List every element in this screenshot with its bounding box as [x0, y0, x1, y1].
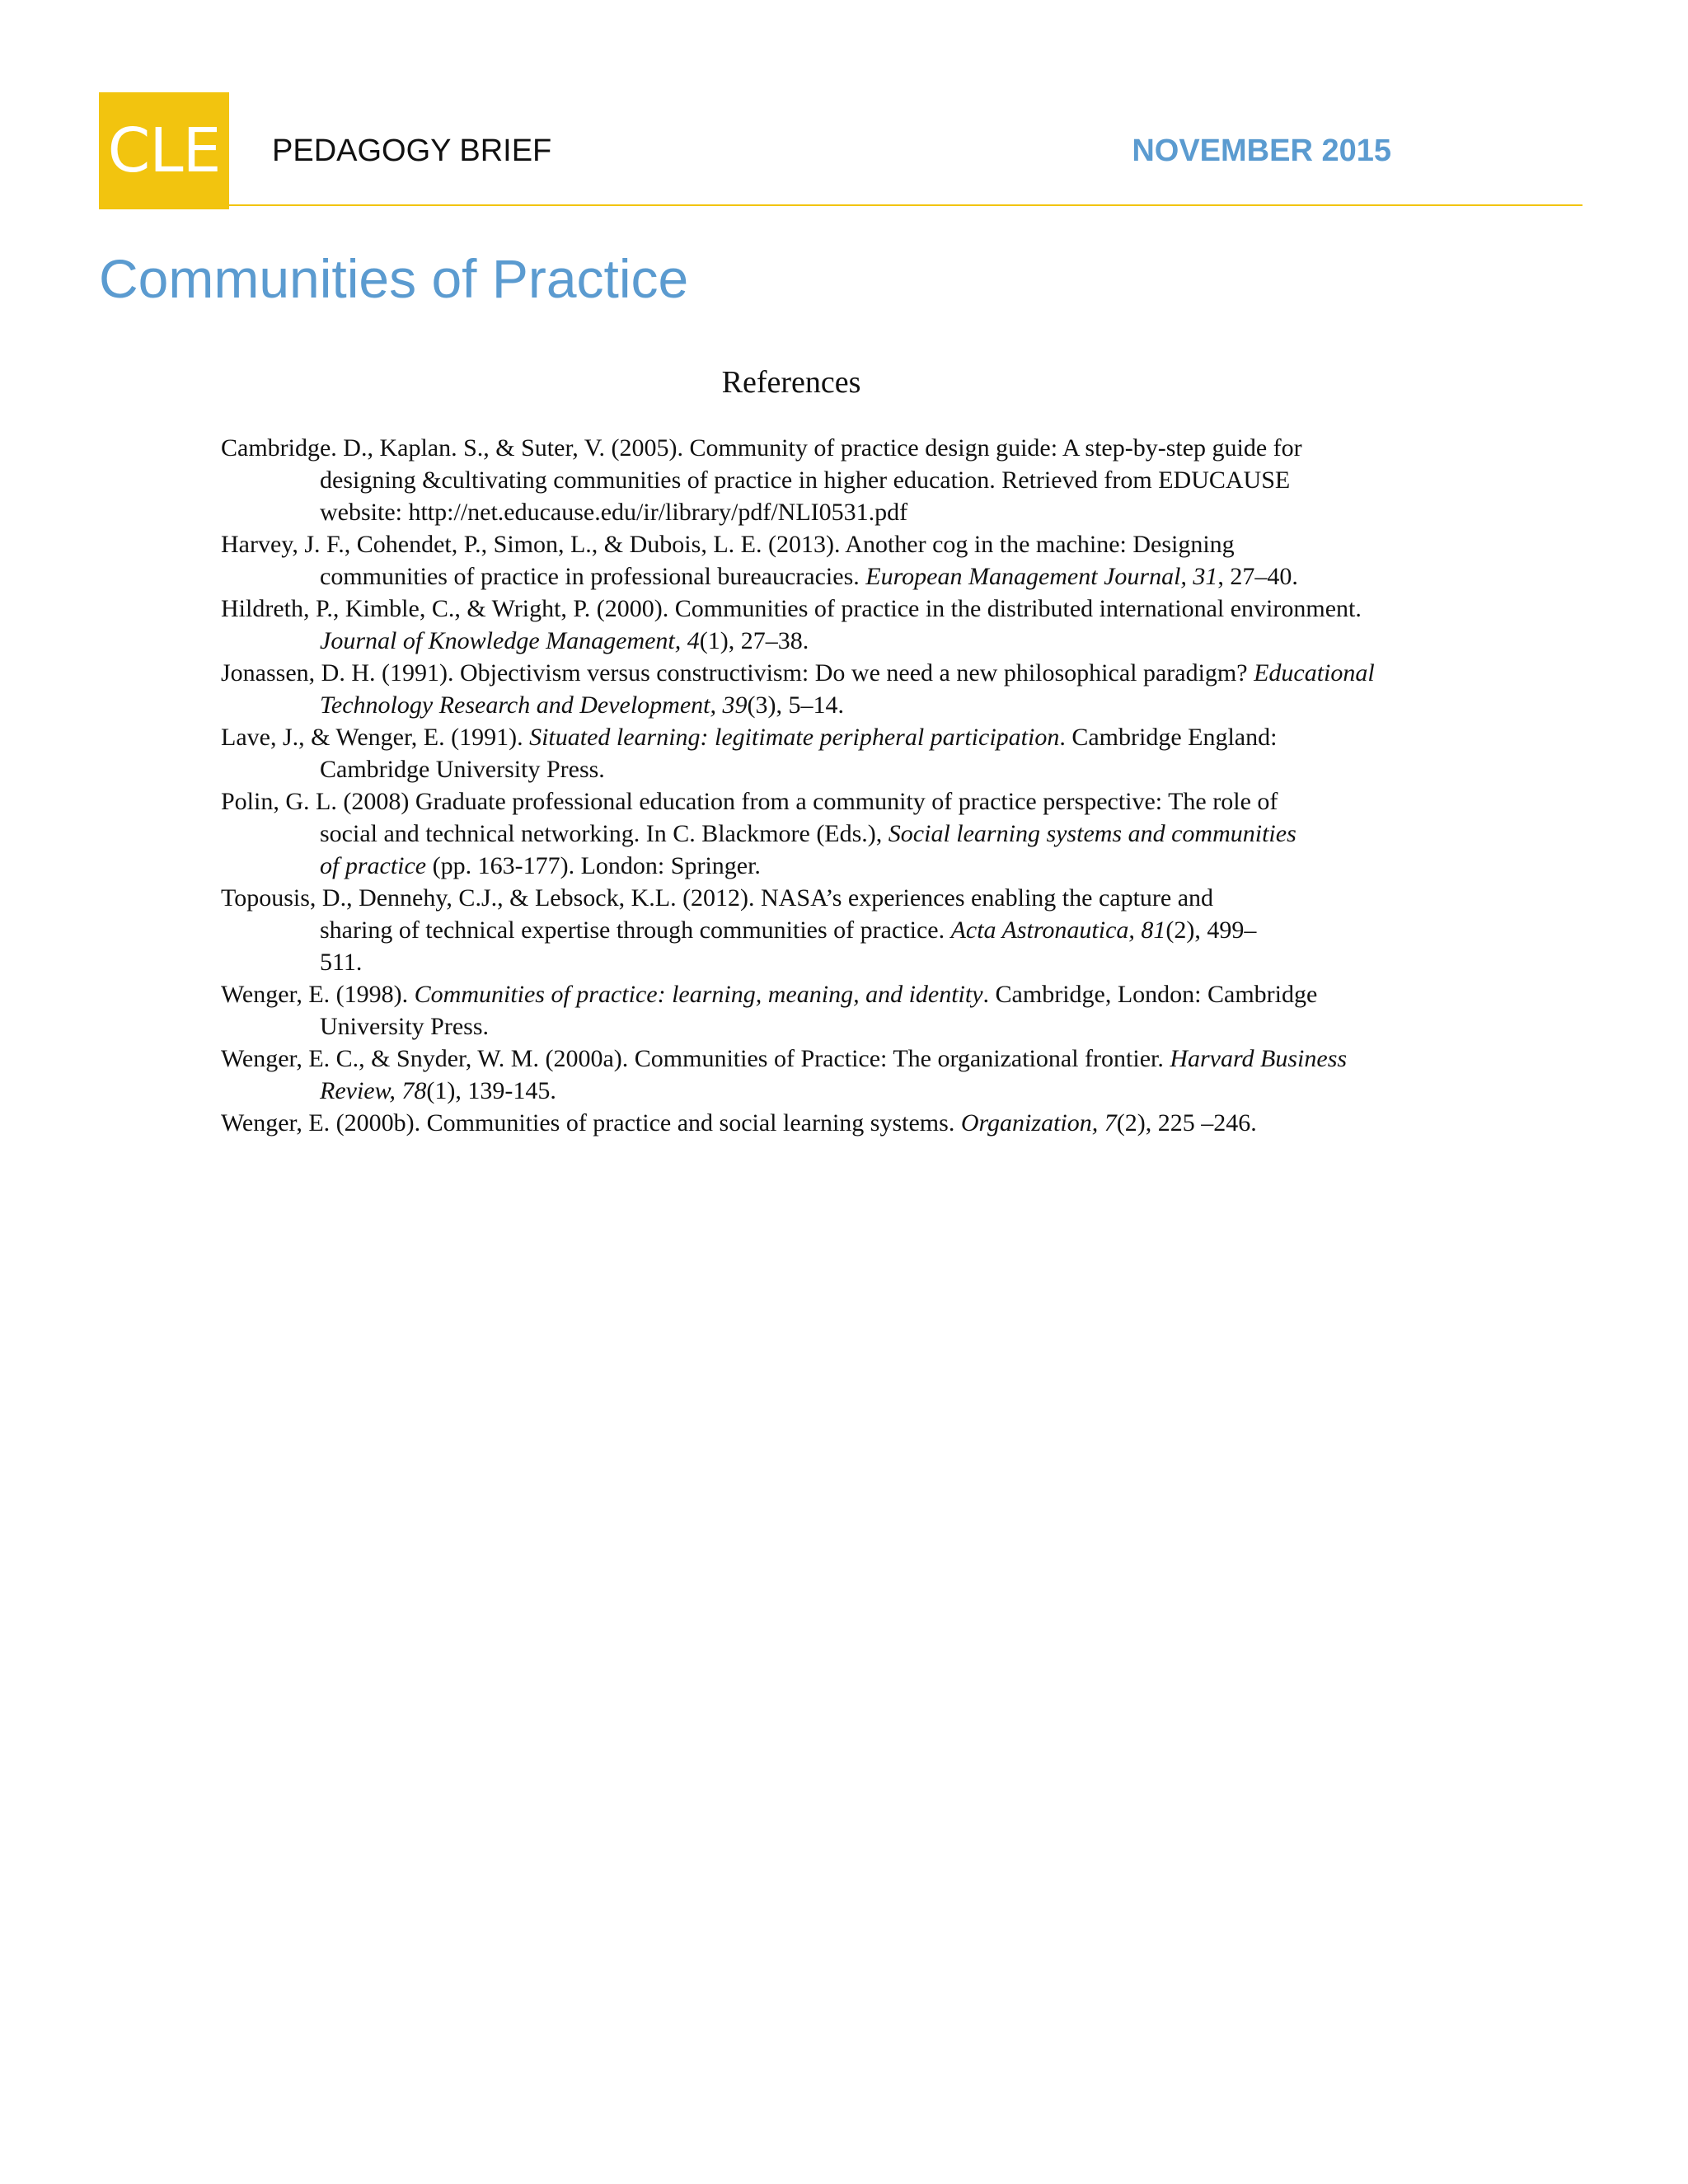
reference-text: Harvey, J. F., Cohendet, P., Simon, L., & Dubois, L. E. (2013). Another cog in the machine: Designing: [221, 531, 1235, 558]
reference-text: . Cambridge England:: [1059, 724, 1278, 751]
reference-text: (1), 139-145.: [426, 1077, 556, 1104]
reference-text: (pp. 163-177). London: Springer.: [426, 852, 761, 879]
reference-text: Cambridge. D., Kaplan. S., & Suter, V. (2005). Community of practice design guide: A step-by-step guide for: [221, 434, 1302, 462]
reference-text: , 27–40.: [1217, 563, 1298, 590]
reference-item: [221, 978, 1523, 1043]
reference-text: Cambridge University Press.: [320, 756, 605, 783]
reference-text: (2), 499–: [1165, 916, 1257, 944]
header-date: NOVEMBER 2015: [1132, 134, 1391, 168]
reference-item: [221, 1107, 1523, 1139]
reference-item: [221, 721, 1523, 785]
reference-italic-text: Acta Astronautica, 81: [950, 916, 1166, 944]
reference-text: Lave, J., & Wenger, E. (1991).: [221, 724, 530, 751]
reference-italic-text: European Management Journal, 31: [865, 563, 1218, 590]
references-heading: References: [721, 365, 861, 400]
reference-item: [221, 593, 1523, 657]
reference-text: Hildreth, P., Kimble, C., & Wright, P. (2000). Communities of practice in the distributed international environment.: [221, 595, 1362, 622]
reference-item: [221, 432, 1523, 528]
reference-italic-text: Technology Research and Development, 39: [320, 691, 748, 719]
reference-italic-text: Situated learning: legitimate peripheral participation: [529, 724, 1060, 751]
reference-italic-text: Educational: [1254, 659, 1375, 687]
reference-text: Polin, G. L. (2008) Graduate professional education from a community of practice perspective: The role of: [221, 788, 1278, 815]
reference-text: Topousis, D., Dennehy, C.J., & Lebsock, K.L. (2012). NASA’s experiences enabling the capture and: [221, 884, 1214, 912]
reference-italic-text: of practice: [320, 852, 427, 879]
reference-text: Wenger, E. (2000b). Communities of practice and social learning systems.: [221, 1109, 961, 1137]
reference-text: University Press.: [320, 1013, 489, 1040]
reference-italic-text: Review, 78: [320, 1077, 427, 1104]
references-list: [221, 432, 1523, 1139]
reference-item: [221, 657, 1523, 721]
reference-text: Jonassen, D. H. (1991). Objectivism versus constructivism: Do we need a new philosophical paradigm?: [221, 659, 1254, 687]
reference-text: sharing of technical expertise through communities of practice.: [320, 916, 951, 944]
reference-text: 511.: [320, 949, 363, 976]
reference-item: [221, 1043, 1523, 1107]
reference-item: [221, 528, 1523, 593]
reference-text: (3), 5–14.: [747, 691, 844, 719]
reference-text: Wenger, E. C., & Snyder, W. M. (2000a). Communities of Practice: The organizational frontier.: [221, 1045, 1170, 1072]
reference-text: (1), 27–38.: [699, 627, 809, 654]
reference-italic-text: Organization, 7: [960, 1109, 1117, 1137]
logo-text: CLE: [107, 115, 221, 186]
reference-italic-text: Harvard Business: [1170, 1045, 1348, 1072]
reference-italic-text: Social learning systems and communities: [888, 820, 1296, 847]
header-divider: [229, 204, 1582, 206]
brief-label: PEDAGOGY BRIEF: [272, 134, 552, 168]
page-title: Communities of Practice: [99, 248, 689, 309]
reference-item: [221, 785, 1523, 882]
cle-logo: [99, 92, 229, 209]
reference-text: . Cambridge, London: Cambridge: [982, 981, 1318, 1008]
reference-text: communities of practice in professional bureaucracies.: [320, 563, 866, 590]
reference-text: designing &cultivating communities of practice in higher education. Retrieved from EDUCAUSE: [320, 466, 1291, 494]
reference-item: [221, 882, 1523, 978]
reference-text: website: http://net.educause.edu/ir/library/pdf/NLI0531.pdf: [320, 499, 908, 526]
reference-text: (2), 225 –246.: [1116, 1109, 1257, 1137]
reference-italic-text: Journal of Knowledge Management, 4: [320, 627, 700, 654]
reference-text: Wenger, E. (1998).: [221, 981, 415, 1008]
reference-text: social and technical networking. In C. Blackmore (Eds.),: [320, 820, 889, 847]
reference-italic-text: Communities of practice: learning, meaning, and identity: [414, 981, 983, 1008]
